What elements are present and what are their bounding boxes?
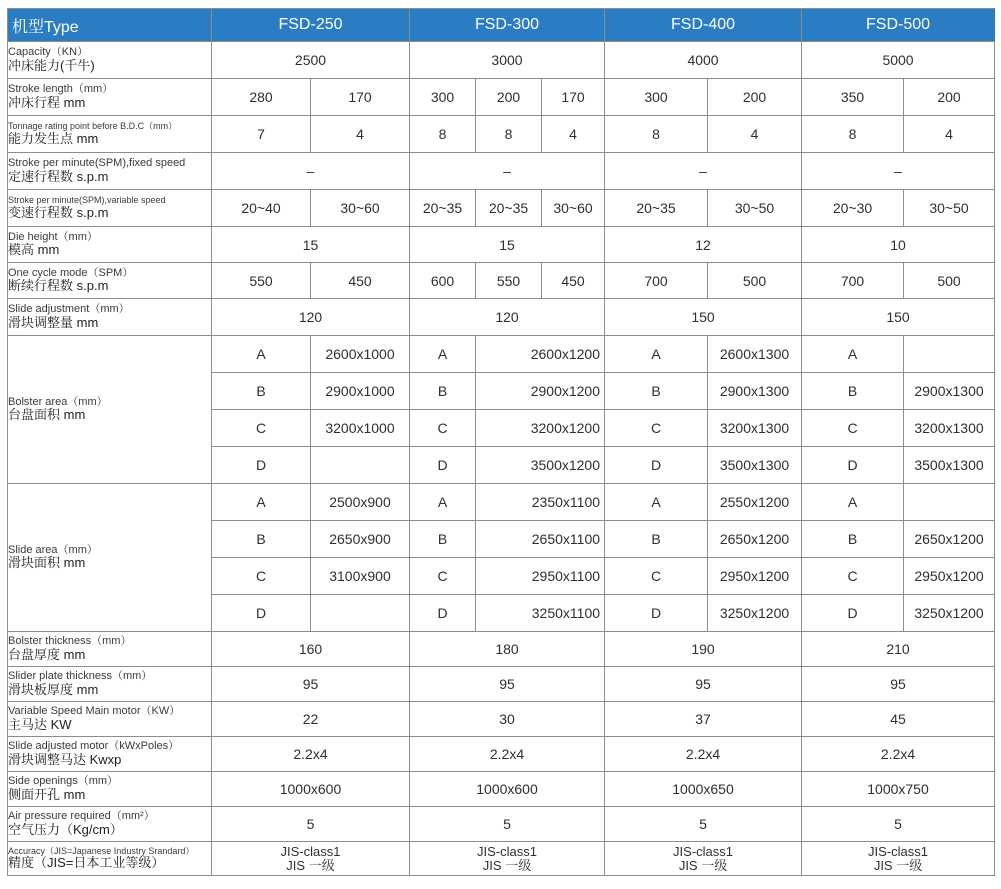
cell-grade: B — [605, 521, 708, 558]
row-slider-plate — [8, 667, 995, 702]
row-side-openings — [8, 772, 995, 807]
cell-value: 45 — [802, 702, 995, 737]
cell-value: 4000 — [605, 42, 802, 79]
cell-value: 2650x900 — [311, 521, 410, 558]
spec-table — [7, 8, 995, 876]
row-accuracy — [8, 842, 995, 876]
cell-value: 150 — [802, 299, 995, 336]
cell-value: 5 — [802, 807, 995, 842]
cell-value: 700 — [802, 263, 904, 299]
cell-value: 350 — [802, 79, 904, 116]
cell-grade: C — [410, 558, 476, 595]
cell-value: 700 — [605, 263, 708, 299]
cell-value: 20~30 — [802, 190, 904, 227]
cell-value — [904, 336, 995, 373]
cell-value: 2.2x4 — [410, 737, 605, 772]
cell-value: 30 — [410, 702, 605, 737]
row-bolster-thickness — [8, 632, 995, 667]
cell-value: 3100x900 — [311, 558, 410, 595]
cell-value: 550 — [476, 263, 542, 299]
cell-value: 210 — [802, 632, 995, 667]
cell-value: 20~35 — [605, 190, 708, 227]
cell-value: 95 — [802, 667, 995, 702]
cell-value: 2900x1200 — [476, 373, 605, 410]
cell-grade: C — [605, 558, 708, 595]
cell-value: 3500x1300 — [708, 447, 802, 484]
cell-value: 2900x1000 — [311, 373, 410, 410]
cell-value: 3250x1200 — [708, 595, 802, 632]
cell-accuracy: JIS-class1 JIS 一级 — [212, 842, 410, 876]
cell-accuracy: JIS-class1 JIS 一级 — [802, 842, 995, 876]
cell-grade: D — [212, 447, 311, 484]
row-air-pressure — [8, 807, 995, 842]
cell-grade: A — [605, 484, 708, 521]
cell-value — [904, 484, 995, 521]
model-header-fsd-300: FSD-300 — [410, 9, 605, 42]
cell-value: 10 — [802, 227, 995, 263]
cell-grade: D — [802, 447, 904, 484]
cell-value: 120 — [410, 299, 605, 336]
cell-value: 4 — [708, 116, 802, 153]
cell-value: 2950x1100 — [476, 558, 605, 595]
cell-value: 95 — [212, 667, 410, 702]
cell-value: 2600x1300 — [708, 336, 802, 373]
cell-value: 30~60 — [311, 190, 410, 227]
cell-grade: B — [605, 373, 708, 410]
cell-value: 15 — [212, 227, 410, 263]
cell-value — [311, 595, 410, 632]
row-spm-fixed — [8, 153, 995, 190]
cell-value — [311, 447, 410, 484]
cell-value: 2550x1200 — [708, 484, 802, 521]
cell-value: 2.2x4 — [212, 737, 410, 772]
cell-grade: B — [410, 373, 476, 410]
cell-value: 300 — [410, 79, 476, 116]
cell-value: 200 — [476, 79, 542, 116]
cell-grade: A — [212, 336, 311, 373]
cell-grade: A — [410, 484, 476, 521]
cell-value: 2.2x4 — [605, 737, 802, 772]
cell-value: 500 — [904, 263, 995, 299]
label-tonnage-point: Tonnage rating point before B.D.C（mm） 能力发生点 mm — [8, 116, 212, 153]
label-spm-variable: Stroke per minute(SPM),variable speed 变速行程数 s.p.m — [8, 190, 212, 227]
cell-value: 3500x1300 — [904, 447, 995, 484]
cell-value: 2950x1200 — [708, 558, 802, 595]
cell-grade: D — [410, 447, 476, 484]
cell-value: 3200x1300 — [904, 410, 995, 447]
cell-value: 2600x1200 — [476, 336, 605, 373]
model-header-fsd-500: FSD-500 — [802, 9, 995, 42]
cell-value: – — [410, 153, 605, 190]
cell-value: 30~50 — [708, 190, 802, 227]
cell-value: 170 — [311, 79, 410, 116]
cell-value: 4 — [542, 116, 605, 153]
label-one-cycle: One cycle mode（SPM） 断续行程数 s.p.m — [8, 263, 212, 299]
cell-value: 200 — [708, 79, 802, 116]
row-die-height — [8, 227, 995, 263]
cell-grade: C — [212, 558, 311, 595]
cell-value: 2500x900 — [311, 484, 410, 521]
cell-value: 450 — [542, 263, 605, 299]
cell-value: 2600x1000 — [311, 336, 410, 373]
cell-grade: B — [212, 521, 311, 558]
cell-value: 3500x1200 — [476, 447, 605, 484]
cell-value: – — [605, 153, 802, 190]
cell-value: 3200x1000 — [311, 410, 410, 447]
cell-value: 95 — [605, 667, 802, 702]
cell-grade: B — [212, 373, 311, 410]
label-slide-adjustment: Slide adjustment（mm） 滑块调整量 mm — [8, 299, 212, 336]
cell-grade: A — [802, 336, 904, 373]
cell-value: 1000x600 — [410, 772, 605, 807]
cell-grade: D — [212, 595, 311, 632]
cell-value: 5 — [212, 807, 410, 842]
label-stroke-length: Stroke length（mm） 冲床行程 mm — [8, 79, 212, 116]
cell-value: 2500 — [212, 42, 410, 79]
cell-value: 180 — [410, 632, 605, 667]
label-spm-fixed: Stroke per minute(SPM),fixed speed 定速行程数 s.p.m — [8, 153, 212, 190]
cell-value: 8 — [605, 116, 708, 153]
cell-grade: C — [802, 410, 904, 447]
cell-value: 37 — [605, 702, 802, 737]
cell-value: 3000 — [410, 42, 605, 79]
cell-value: 3200x1300 — [708, 410, 802, 447]
cell-grade: A — [212, 484, 311, 521]
cell-value: 280 — [212, 79, 311, 116]
label-bolster-area: Bolster area（mm） 台盘面积 mm — [8, 336, 212, 484]
cell-value: 120 — [212, 299, 410, 336]
cell-value: – — [802, 153, 995, 190]
cell-grade: A — [605, 336, 708, 373]
cell-grade: C — [605, 410, 708, 447]
label-accuracy: Accuracy（JIS=Japanese Industry Srandard） 精度（JIS=日本工业等级） — [8, 842, 212, 876]
row-slide-adjustment — [8, 299, 995, 336]
row-spm-variable — [8, 190, 995, 227]
cell-value: 4 — [904, 116, 995, 153]
cell-grade: C — [802, 558, 904, 595]
type-header: 机型Type — [8, 9, 212, 42]
cell-grade: D — [605, 447, 708, 484]
cell-grade: A — [410, 336, 476, 373]
row-slide-area-a — [8, 484, 995, 521]
row-bolster-area-a — [8, 336, 995, 373]
cell-accuracy: JIS-class1 JIS 一级 — [410, 842, 605, 876]
cell-value: 95 — [410, 667, 605, 702]
cell-value: 1000x750 — [802, 772, 995, 807]
cell-value: 300 — [605, 79, 708, 116]
cell-value: 30~60 — [542, 190, 605, 227]
cell-value: 2950x1200 — [904, 558, 995, 595]
label-slider-plate: Slider plate thickness（mm） 滑块板厚度 mm — [8, 667, 212, 702]
cell-value: 1000x600 — [212, 772, 410, 807]
cell-value: 2900x1300 — [708, 373, 802, 410]
cell-value: 190 — [605, 632, 802, 667]
label-air-pressure: Air pressure required（mm²） 空气压力（Kg/cm） — [8, 807, 212, 842]
label-side-openings: Side openings（mm） 侧面开孔 mm — [8, 772, 212, 807]
cell-value: 2350x1100 — [476, 484, 605, 521]
cell-value: 150 — [605, 299, 802, 336]
cell-grade: D — [605, 595, 708, 632]
cell-value: 450 — [311, 263, 410, 299]
cell-value: 600 — [410, 263, 476, 299]
cell-grade: C — [410, 410, 476, 447]
cell-value: 2.2x4 — [802, 737, 995, 772]
row-stroke-length — [8, 79, 995, 116]
cell-value: 4 — [311, 116, 410, 153]
cell-grade: B — [802, 373, 904, 410]
row-capacity — [8, 42, 995, 79]
cell-value: 1000x650 — [605, 772, 802, 807]
row-slide-motor — [8, 737, 995, 772]
cell-value: 12 — [605, 227, 802, 263]
cell-accuracy: JIS-class1 JIS 一级 — [605, 842, 802, 876]
row-one-cycle — [8, 263, 995, 299]
row-main-motor — [8, 702, 995, 737]
label-capacity: Capacity（KN） 冲床能力(千牛) — [8, 42, 212, 79]
cell-grade: C — [212, 410, 311, 447]
cell-value: 30~50 — [904, 190, 995, 227]
cell-value: 5 — [410, 807, 605, 842]
cell-value: 2900x1300 — [904, 373, 995, 410]
cell-grade: D — [802, 595, 904, 632]
cell-value: 3200x1200 — [476, 410, 605, 447]
cell-value: 20~35 — [410, 190, 476, 227]
header-row — [8, 9, 995, 42]
cell-value: 7 — [212, 116, 311, 153]
cell-value: 5 — [605, 807, 802, 842]
model-header-fsd-250: FSD-250 — [212, 9, 410, 42]
cell-value: 8 — [802, 116, 904, 153]
cell-grade: B — [410, 521, 476, 558]
cell-grade: D — [410, 595, 476, 632]
cell-value: 15 — [410, 227, 605, 263]
model-header-fsd-400: FSD-400 — [605, 9, 802, 42]
label-bolster-thickness: Bolster thickness（mm） 台盘厚度 mm — [8, 632, 212, 667]
cell-grade: A — [802, 484, 904, 521]
cell-value: 3250x1100 — [476, 595, 605, 632]
cell-value: 8 — [476, 116, 542, 153]
cell-value: – — [212, 153, 410, 190]
cell-value: 8 — [410, 116, 476, 153]
label-main-motor: Variable Speed Main motor（KW） 主马达 KW — [8, 702, 212, 737]
cell-value: 2650x1100 — [476, 521, 605, 558]
cell-grade: B — [802, 521, 904, 558]
row-tonnage-point — [8, 116, 995, 153]
cell-value: 20~35 — [476, 190, 542, 227]
cell-value: 3250x1200 — [904, 595, 995, 632]
cell-value: 500 — [708, 263, 802, 299]
cell-value: 550 — [212, 263, 311, 299]
label-die-height: Die height（mm） 模高 mm — [8, 227, 212, 263]
cell-value: 160 — [212, 632, 410, 667]
label-slide-motor: Slide adjusted motor（kWxPoles） 滑块调整马达 Kwxp — [8, 737, 212, 772]
cell-value: 20~40 — [212, 190, 311, 227]
cell-value: 200 — [904, 79, 995, 116]
cell-value: 22 — [212, 702, 410, 737]
cell-value: 5000 — [802, 42, 995, 79]
cell-value: 2650x1200 — [904, 521, 995, 558]
cell-value: 2650x1200 — [708, 521, 802, 558]
label-slide-area: Slide area（mm） 滑块面积 mm — [8, 484, 212, 632]
cell-value: 170 — [542, 79, 605, 116]
